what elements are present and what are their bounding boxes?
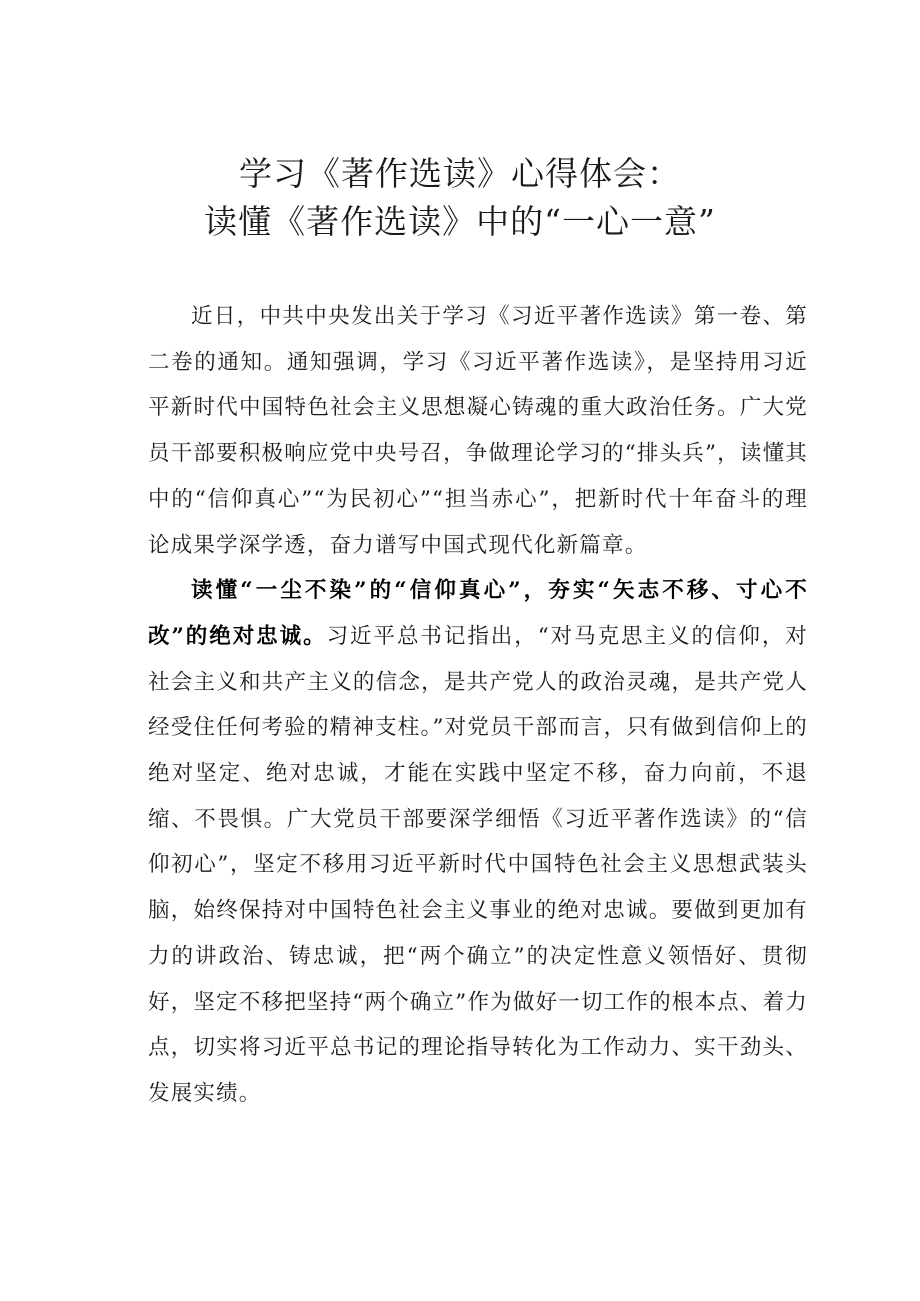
paragraph-faith	[148, 568, 808, 1116]
title-line-2: 读懂《著作选读》中的“一心一意”	[204, 202, 716, 241]
document-body	[148, 294, 808, 1117]
title-line-1: 学习《著作选读》心得体会：	[239, 154, 681, 193]
paragraph-body-text: 习近平总书记指出，“对马克思主义的信仰，对社会主义和共产主义的信念，是共产党人的政治灵魂，是共产党人经受住任何考验的精神支柱。”对党员干部而言，只有做到信仰上的绝对坚定、绝对忠诚，才能在实践中坚定不移，奋力向前，不退缩、不畏惧。广大党员干部要深学细悟《习近平著作选读》的“信仰初心”，坚定不移用习近平新时代中国特色社会主义思想武装头脑，始终保持对中国特色社会主义事业的绝对忠诚。要做到更加有力的讲政治、铸忠诚，把“两个确立”的决定性意义领悟好、贯彻好，坚定不移把坚持“两个确立”作为做好一切工作的根本点、着力点，切实将习近平总书记的理论指导转化为工作动力、实干劲头、发展实绩。	[148, 623, 808, 1106]
paragraph-lead-heading: 读懂“一尘不染”的“信仰真心”，夯实“矢志不移、寸心不改”的绝对忠诚。	[148, 578, 808, 649]
document-title	[0, 150, 920, 246]
paragraph-intro: 近日，中共中央发出关于学习《习近平著作选读》第一卷、第二卷的通知。通知强调，学习《习近平著作选读》，是坚持用习近平新时代中国特色社会主义思想凝心铸魂的重大政治任务。广大党员干部要积极响应党中央号召，争做理论学习的“排头兵”，读懂其中的“信仰真心”“为民初心”“担当赤心”，把新时代十年奋斗的理论成果学深学透，奋力谱写中国式现代化新篇章。	[148, 304, 808, 558]
